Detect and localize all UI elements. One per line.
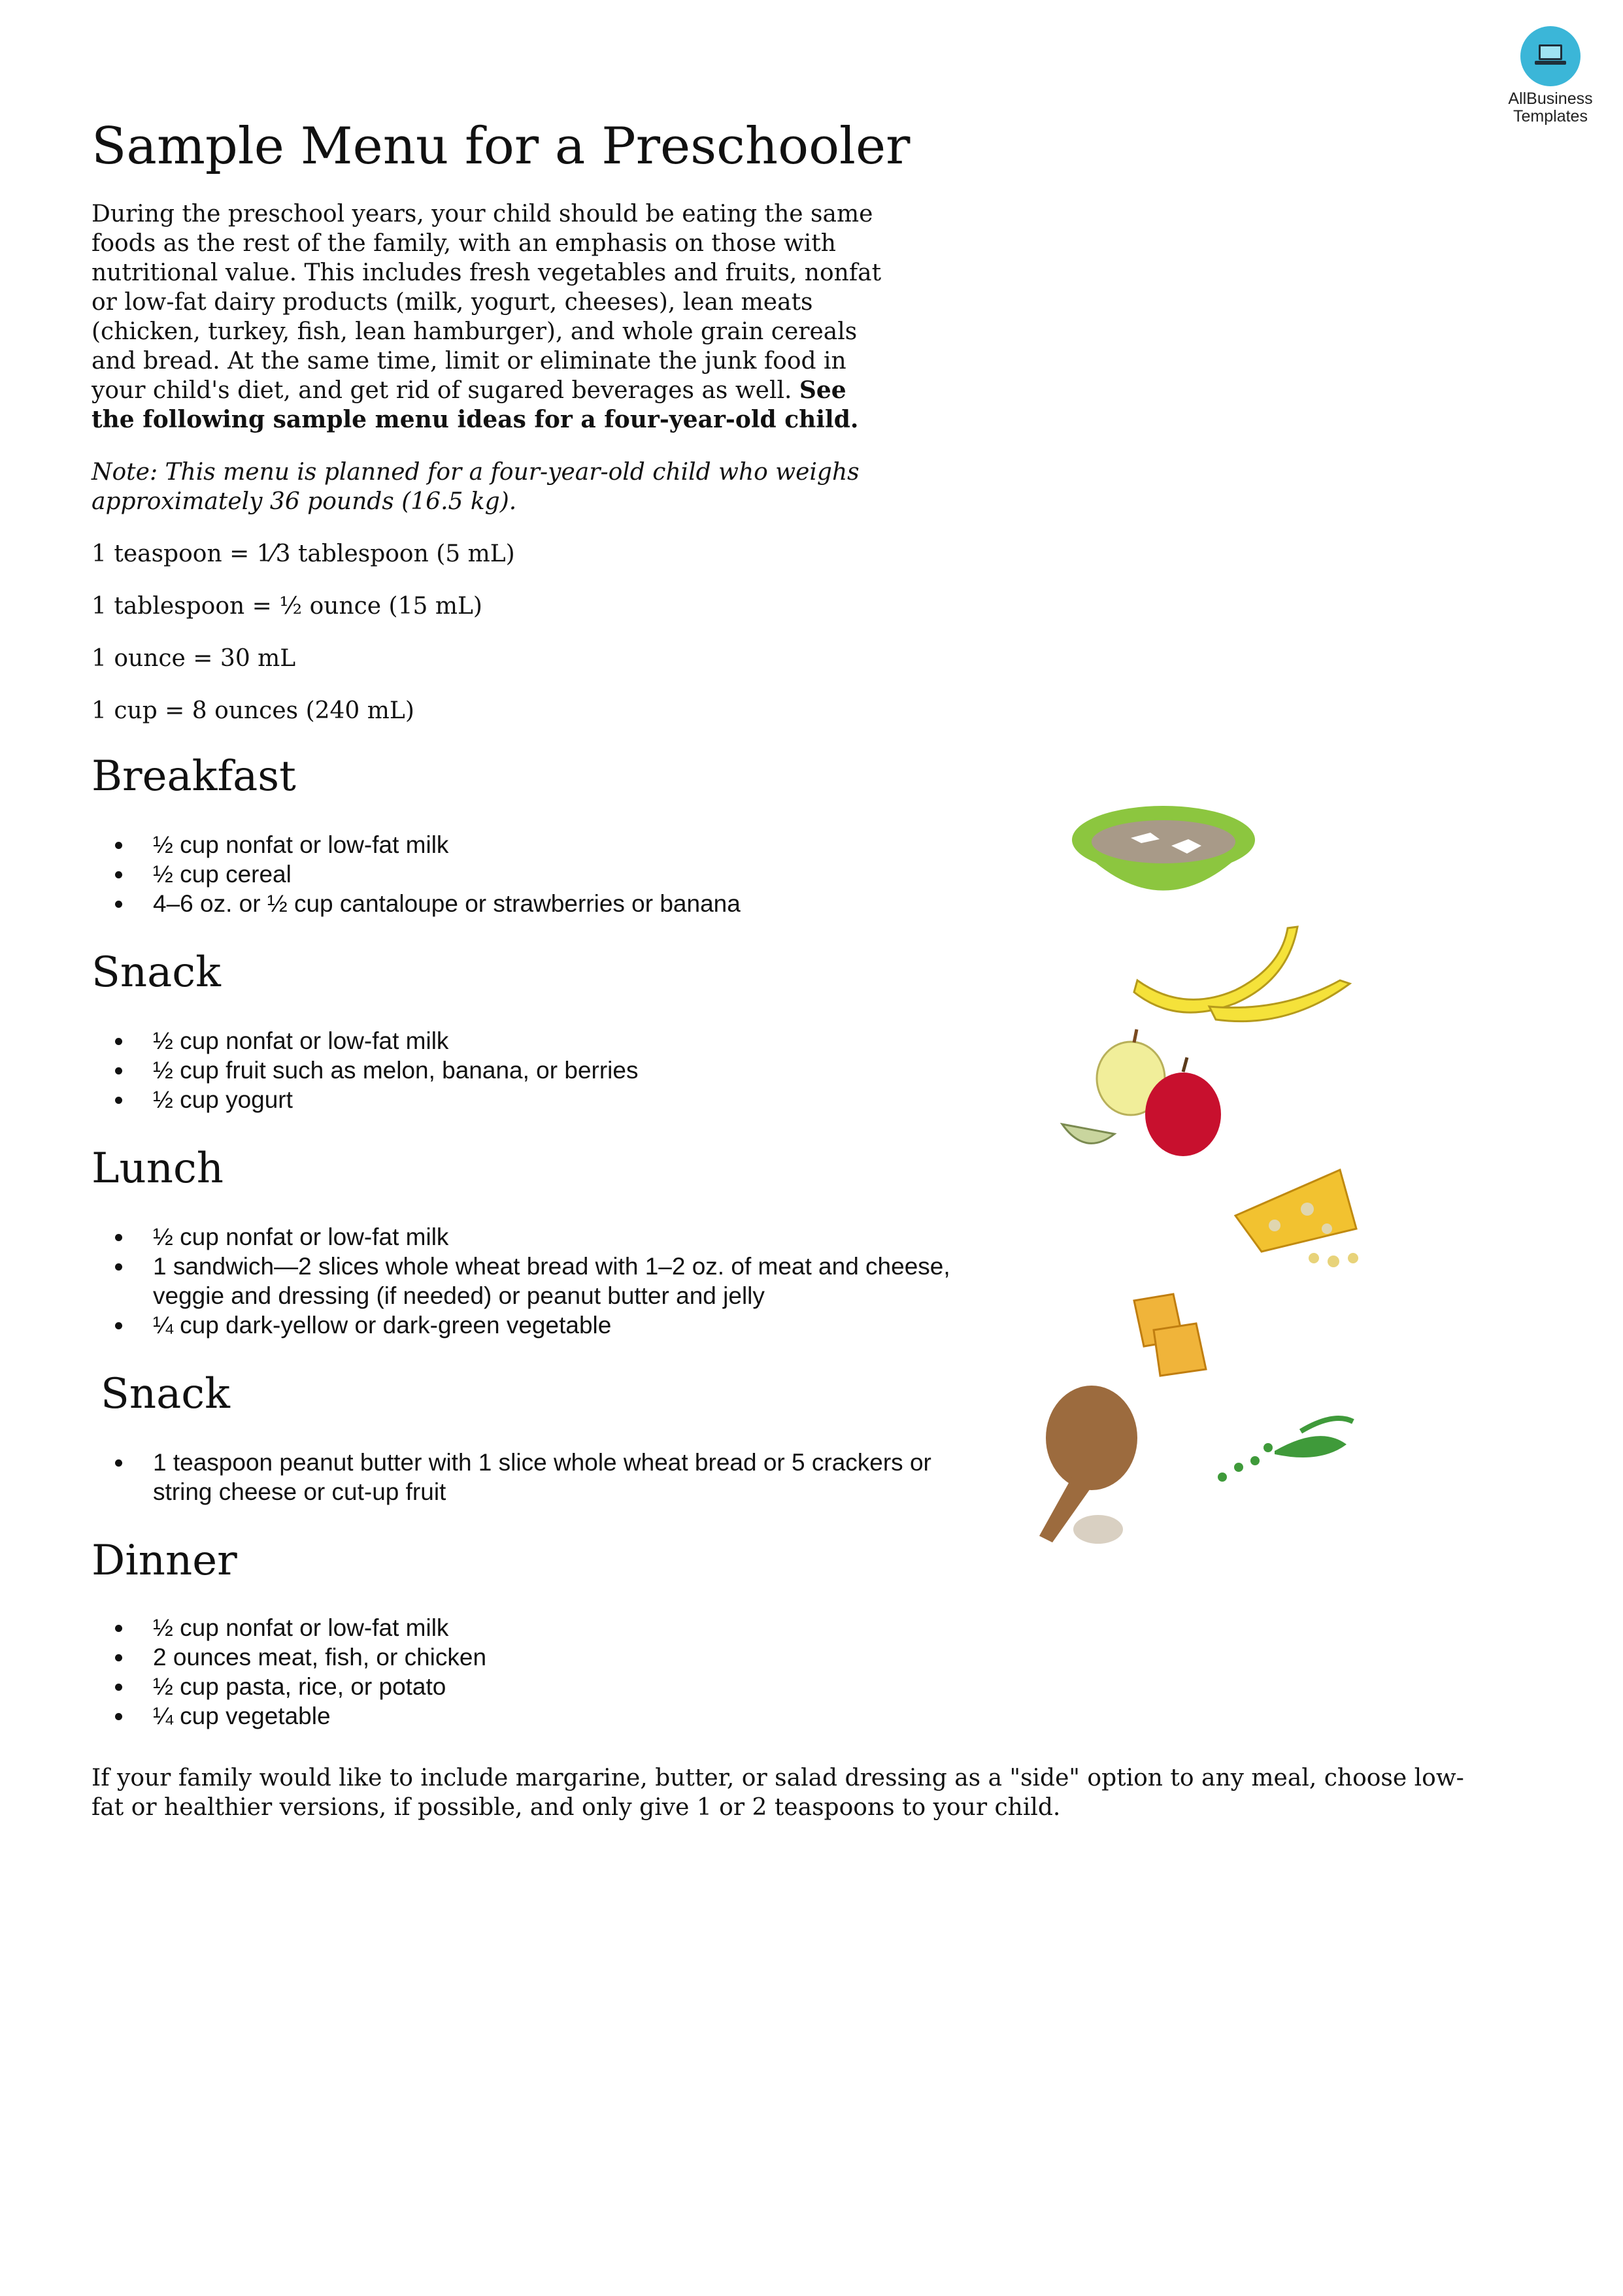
list-lunch: [92, 1222, 970, 1340]
list-item: ¼ cup vegetable: [153, 1701, 1003, 1731]
list-dinner: [92, 1613, 1003, 1731]
heading-snack-morning: Snack: [92, 948, 221, 997]
banana-icon: [1134, 927, 1350, 1022]
list-snack-morning: [92, 1026, 1003, 1114]
list-breakfast: [92, 830, 1003, 918]
intro-text: During the preschool years, your child should be eating the same foods as the rest of the family, with an emphasis on those with nutritional value. This includes fresh vegetables and fruits, nonfat or low-fat dairy products (milk, yogurt, cheeses), lean meats (chicken, turkey, fish, lean hamburger), and whole grain cereals and bread. At the same time, limit or eliminate the junk food in your child's diet, and get rid of sugared beverages as well.: [92, 201, 882, 404]
conversion-tablespoon: 1 tablespoon = ½ ounce (15 mL): [92, 593, 482, 620]
list-snack-afternoon: [92, 1448, 983, 1506]
list-item: 1 sandwich—2 slices whole wheat bread with 1–2 oz. of meat and cheese, veggie and dressing (if needed) or peanut butter and jelly: [153, 1252, 970, 1310]
list-item: 1 teaspoon peanut butter with 1 slice whole wheat bread or 5 crackers or string cheese or cut-up fruit: [153, 1448, 983, 1506]
peas-icon: [1218, 1418, 1353, 1482]
heading-lunch: Lunch: [92, 1144, 224, 1193]
chicken-drumstick-icon: [1039, 1386, 1137, 1544]
logo-line-1: AllBusiness: [1508, 90, 1593, 108]
list-item: ½ cup nonfat or low-fat milk: [153, 830, 1003, 859]
conversion-ounce: 1 ounce = 30 mL: [92, 645, 296, 672]
page-title: Sample Menu for a Preschooler: [92, 117, 911, 176]
list-item: ½ cup nonfat or low-fat milk: [153, 1026, 1003, 1056]
conversion-cup: 1 cup = 8 ounces (240 mL): [92, 697, 414, 724]
list-item: ½ cup cereal: [153, 859, 1003, 889]
cheese-icon: [1235, 1170, 1358, 1267]
heading-breakfast: Breakfast: [92, 752, 296, 801]
intro-paragraph: [92, 199, 895, 435]
food-illustration: [1000, 784, 1418, 1575]
logo-line-2: Templates: [1513, 107, 1588, 125]
crackers-icon: [1134, 1294, 1206, 1376]
heading-dinner: Dinner: [92, 1537, 237, 1585]
list-item: ¼ cup dark-yellow or dark-green vegetable: [153, 1310, 970, 1340]
list-item: ½ cup pasta, rice, or potato: [153, 1672, 1003, 1701]
list-item: 2 ounces meat, fish, or chicken: [153, 1642, 1003, 1672]
list-item: ½ cup yogurt: [153, 1085, 1003, 1114]
apple-icon: [1062, 1029, 1221, 1156]
list-item: ½ cup fruit such as melon, banana, or berries: [153, 1056, 1003, 1085]
logo: [1485, 26, 1616, 125]
heading-snack-afternoon: Snack: [101, 1370, 230, 1418]
note-paragraph: Note: This menu is planned for a four-year-old child who weighs approximately 36 pounds (16.5 kg).: [92, 459, 860, 515]
intro-bold-text: See the following sample menu ideas for a four-year-old child.: [92, 376, 859, 433]
list-item: 4–6 oz. or ½ cup cantaloupe or strawberries or banana: [153, 889, 1003, 918]
list-item: ½ cup nonfat or low-fat milk: [153, 1222, 970, 1252]
cereal-bowl-icon: [1072, 806, 1255, 891]
laptop-icon: [1520, 26, 1581, 86]
conversion-teaspoon: 1 teaspoon = 1⁄3 tablespoon (5 mL): [92, 541, 515, 567]
closing-paragraph: If your family would like to include margarine, butter, or salad dressing as a "side" option to any meal, choose low- fat or healthier versions, if possible, and only give 1 or 2 teaspoons to your child.: [92, 1765, 1464, 1821]
list-item: ½ cup nonfat or low-fat milk: [153, 1613, 1003, 1642]
